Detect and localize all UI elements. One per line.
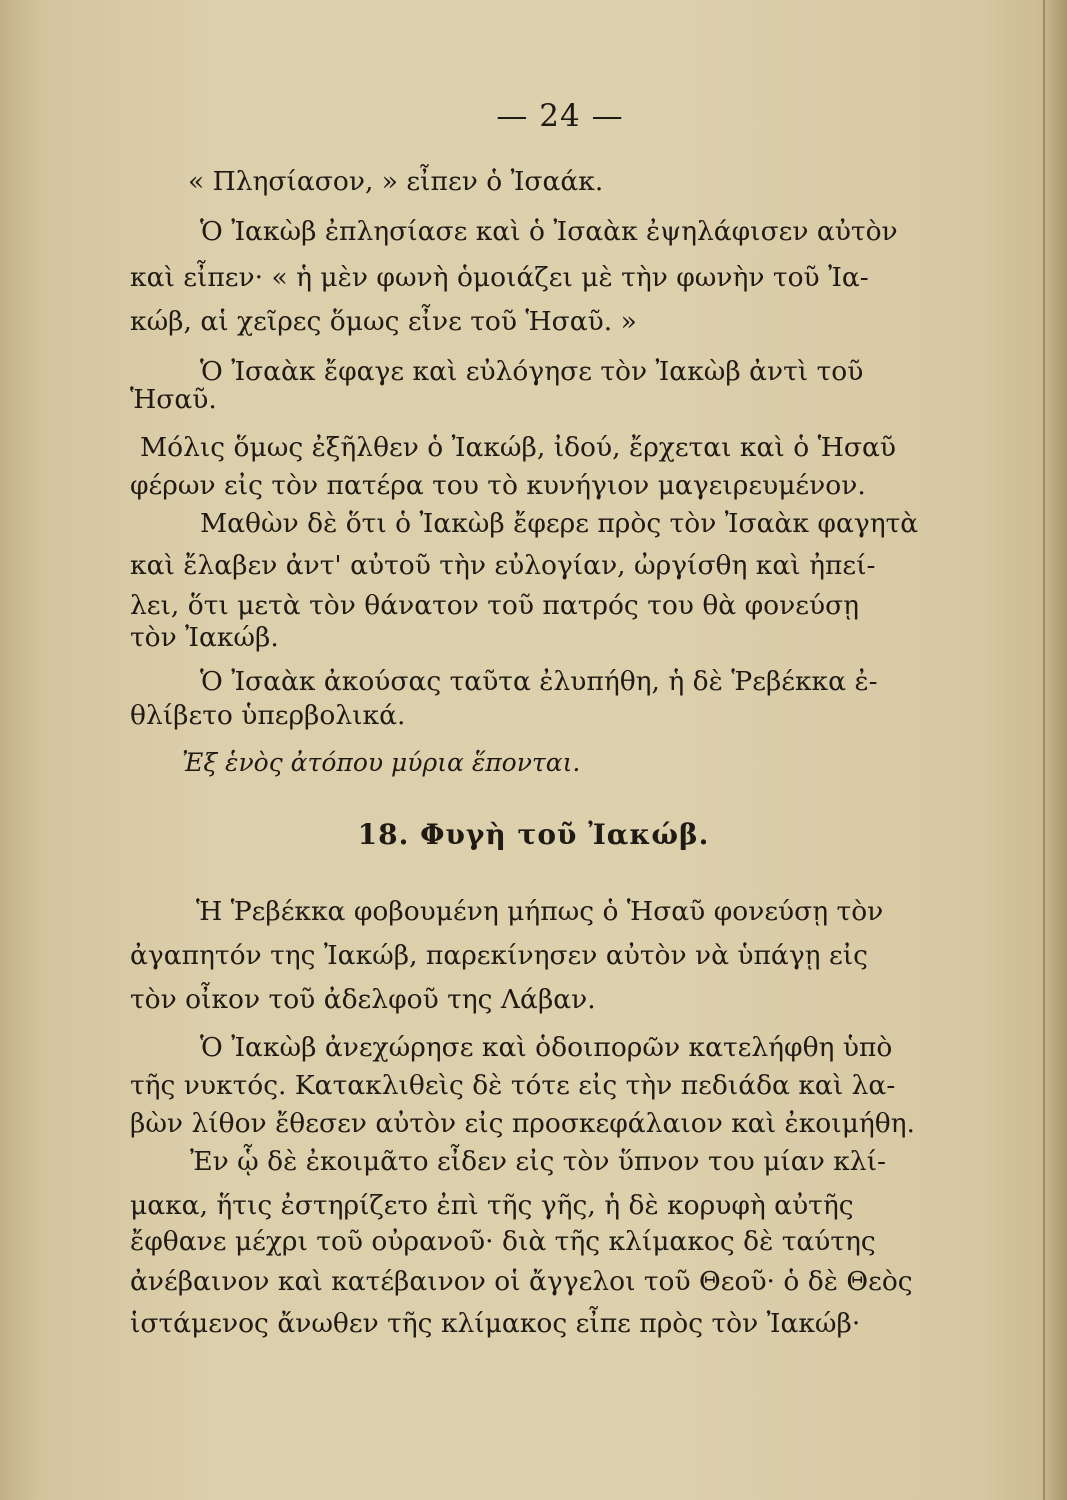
text-line: μακα, ἥτις ἐστηρίζετο ἐπὶ τῆς γῆς, ἡ δὲ κορυφὴ αὐτῆς [130,1190,854,1221]
section-heading: 18. Φυγὴ τοῦ Ἰακώβ. [357,818,710,851]
text-line: Ἡ Ῥεβέκκα φοβουμένη μήπως ὁ Ἡσαῦ φονεύσῃ τὸν [196,896,884,927]
text-line: « Πλησίασον, » εἶπεν ὁ Ἰσαάκ. [188,166,604,197]
proverb: Ἐξ ἑνὸς ἀτόπου μύρια ἕπονται. [182,748,581,777]
text-line: ἱστάμενος ἄνωθεν τῆς κλίμακος εἶπε πρὸς τὸν Ἰακώβ· [130,1308,861,1339]
text-line: ἀγαπητόν της Ἰακώβ, παρεκίνησεν αὐτὸν νὰ ὑπάγῃ εἰς [130,940,868,971]
text-line: λει, ὅτι μετὰ τὸν θάνατον τοῦ πατρός του θὰ φονεύσῃ [130,590,860,621]
page-number: — 24 — [496,98,624,134]
text-line: καὶ ἔλαβεν ἀντ' αὐτοῦ τὴν εὐλογίαν, ὠργίσθη καὶ ἠπεί- [130,550,876,581]
text-line: Ὁ Ἰακὼβ ἀνεχώρησε καὶ ὁδοιπορῶν κατελήφθη ὑπὸ [200,1032,893,1063]
text-line: θλίβετο ὑπερβολικά. [130,700,406,731]
text-line: ἔφθανε μέχρι τοῦ οὐρανοῦ· διὰ τῆς κλίμακος δὲ ταύτης [130,1226,876,1257]
text-line: Ἡσαῦ. [130,384,217,415]
text-line: Ὁ Ἰσαὰκ ἔφαγε καὶ εὐλόγησε τὸν Ἰακὼβ ἀντὶ τοῦ [200,356,864,387]
text-line: τῆς νυκτός. Κατακλιθεὶς δὲ τότε εἰς τὴν πεδιάδα καὶ λα- [130,1070,896,1101]
text-line: Ἐν ᾧ δὲ ἐκοιμᾶτο εἶδεν εἰς τὸν ὕπνον του μίαν κλί- [190,1146,886,1177]
text-line: βὼν λίθον ἔθεσεν αὐτὸν εἰς προσκεφάλαιον καὶ ἐκοιμήθη. [130,1108,915,1139]
text-line: Μόλις ὅμως ἐξῆλθεν ὁ Ἰακώβ, ἰδού, ἔρχεται καὶ ὁ Ἡσαῦ [140,432,896,463]
text-line: Ὁ Ἰακὼβ ἐπλησίασε καὶ ὁ Ἰσαὰκ ἐψηλάφισεν αὐτὸν [200,216,898,247]
text-line: ἀνέβαινον καὶ κατέβαινον οἱ ἄγγελοι τοῦ Θεοῦ· ὁ δὲ Θεὸς [130,1266,913,1297]
text-line: φέρων εἰς τὸν πατέρα του τὸ κυνήγιον μαγειρευμένον. [130,470,866,501]
text-line: τὸν Ἰακώβ. [130,622,279,653]
text-line: Μαθὼν δὲ ὅτι ὁ Ἰακὼβ ἔφερε πρὸς τὸν Ἰσαὰκ φαγητὰ [200,508,919,539]
text-line: τὸν οἶκον τοῦ ἀδελφοῦ της Λάβαν. [130,984,596,1015]
text-line: κώβ, αἱ χεῖρες ὅμως εἶνε τοῦ Ἡσαῦ. » [130,306,637,337]
gutter-edge-line [1043,0,1045,1500]
text-line: καὶ εἶπεν· « ἡ μὲν φωνὴ ὁμοιάζει μὲ τὴν φωνὴν τοῦ Ἰα- [130,262,869,293]
text-line: Ὁ Ἰσαὰκ ἀκούσας ταῦτα ἐλυπήθη, ἡ δὲ Ῥεβέκκα ἐ- [200,666,878,697]
